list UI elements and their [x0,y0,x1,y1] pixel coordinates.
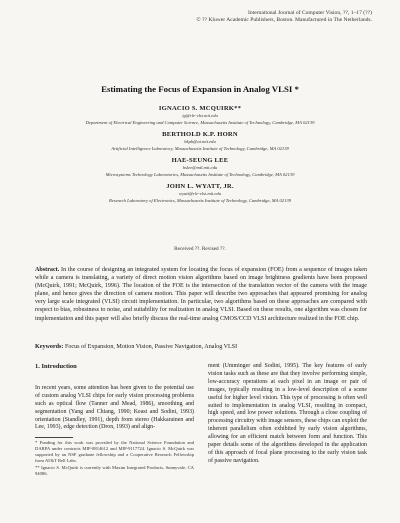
keywords-label: Keywords: [35,344,64,350]
intro-paragraph-left: In recent years, some attention has been given to the potential use of custom analog VLSI chips for early vision processing problems such as optical flow (Tanner and Mead, 1986), smoothing and segmentation (Yang and Chiang, 1990; Keast and Sodini, 1993) orientation (Standley, 1991), depth from stereo (Hakkarainen and Lee, 1993), edge detection (Dron, 1993) and align- [35,384,194,431]
footnote-funding: * Funding for this work was provided by the National Science Foundation and DARPA under contracts MIP-8814612 and MIP-9117724. Ignacio S. McQuirk was supported by an NSF graduate fellowship and a Cooperative Research Fellowship from AT&T Bell Labs. [35,440,194,464]
right-column [208,363,367,466]
author-email: wyatt@rle-vlsi.mit.edu [179,191,221,196]
journal-header [112,10,372,24]
author-affiliation: Department of Electrical Engineering and Computer Science, Massachusetts Institute of Technology, Cambridge, MA 02139 [85,120,315,125]
keywords [35,343,367,351]
author-email: bkph@ai.mit.edu [184,139,216,144]
journal-copyright: © ?? Kluwer Academic Publishers, Boston. Manufactured in The Netherlands. [196,17,372,23]
author-affiliation: Artificial Intelligence Laboratory, Massachusetts Institute of Technology, Cambridge, MA 02139 [111,146,289,151]
received-dates: Received ??. Revised ??. [174,246,226,252]
author-email: hslee@mtl.mit.edu [182,165,218,170]
section-heading: 1. Introduction [35,363,77,370]
author-name: JOHN L. WYATT, JR. [166,183,234,190]
abstract-text: In the course of designing an integrated system for locating the focus of expansion (FOE) from a sequence of images taken while a camera is translating, a variety of direct motion vision algorithms based on image brightness gradients have been proposed (McQuirk, 1991; McQuirk, 1996). The location of the FOE is the intersection of the translation vector of the camera with the image plane, and hence gives the direction of camera motion. This paper will describe two approaches that appeared promising for analog very large scale integrated (VLSI) circuit implementation. In particular, two algorithms based on these approaches are compared with respect to bias, robustness to noise, and suitability for realization in analog VLSI. Based on these results, one algorithm was chosen for implementation and this paper will also briefly discuss the real-time analog CMOS/CCD VLSI architecture realized in the FOE chip. [35,267,368,322]
author-4 [20,182,380,204]
author-2 [20,130,380,152]
footnote-divider [35,437,73,438]
author-email: ig@rle-vlsi.mit.edu [182,113,218,118]
journal-citation: International Journal of Computer Vision, ??, 1–17 (??) [248,10,372,16]
author-block [20,104,380,208]
keywords-text: Focus of Expansion, Motion Vision, Passive Navigation, Analog VLSI [64,344,238,350]
abstract-label: Abstract. [35,267,60,273]
author-affiliation: Research Laboratory of Electronics, Massachusetts Institute of Technology, Cambridge, MA 02139 [109,198,291,203]
author-name: HAE-SEUNG LEE [171,157,229,164]
author-1 [20,104,380,126]
author-3 [20,156,380,178]
intro-paragraph-right: ment (Umminger and Sodini, 1995). The key features of early vision tasks such as these are that they involve performing simple, low-accuracy operations at each pixel in an image or pair of images, typically resulting in a low-level description of a scene useful for higher level vision. This type of processing is often well suited to implementation in analog VLSI, resulting in compact, high speed, and low power solutions. Through a close coupling of processing circuitry with image sensors, these chips can exploit the inherent parallelism often exhibited by early vision algorithms, allowing for an efficient match between form and function. This paper details some of the algorithms developed in the application of this approach of focal plane processing to the early vision task of passive navigation. [208,363,367,464]
author-name: IGNACIO S. MCQUIRK** [158,105,242,112]
abstract [35,266,367,323]
left-column [35,363,194,478]
author-affiliation: Microsystems Technology Laboratories, Massachusetts Institute of Technology, Cambridge, MA 02139 [105,172,295,177]
author-name: BERTHOLD K.P. HORN [162,131,238,138]
footnote-affiliation: ** Ignacio S. McQuirk is currently with Maxim Integrated Products, Sunnyvale, CA 94086. [35,464,194,476]
paper-title: Estimating the Focus of Expansion in Analog VLSI * [101,84,299,94]
